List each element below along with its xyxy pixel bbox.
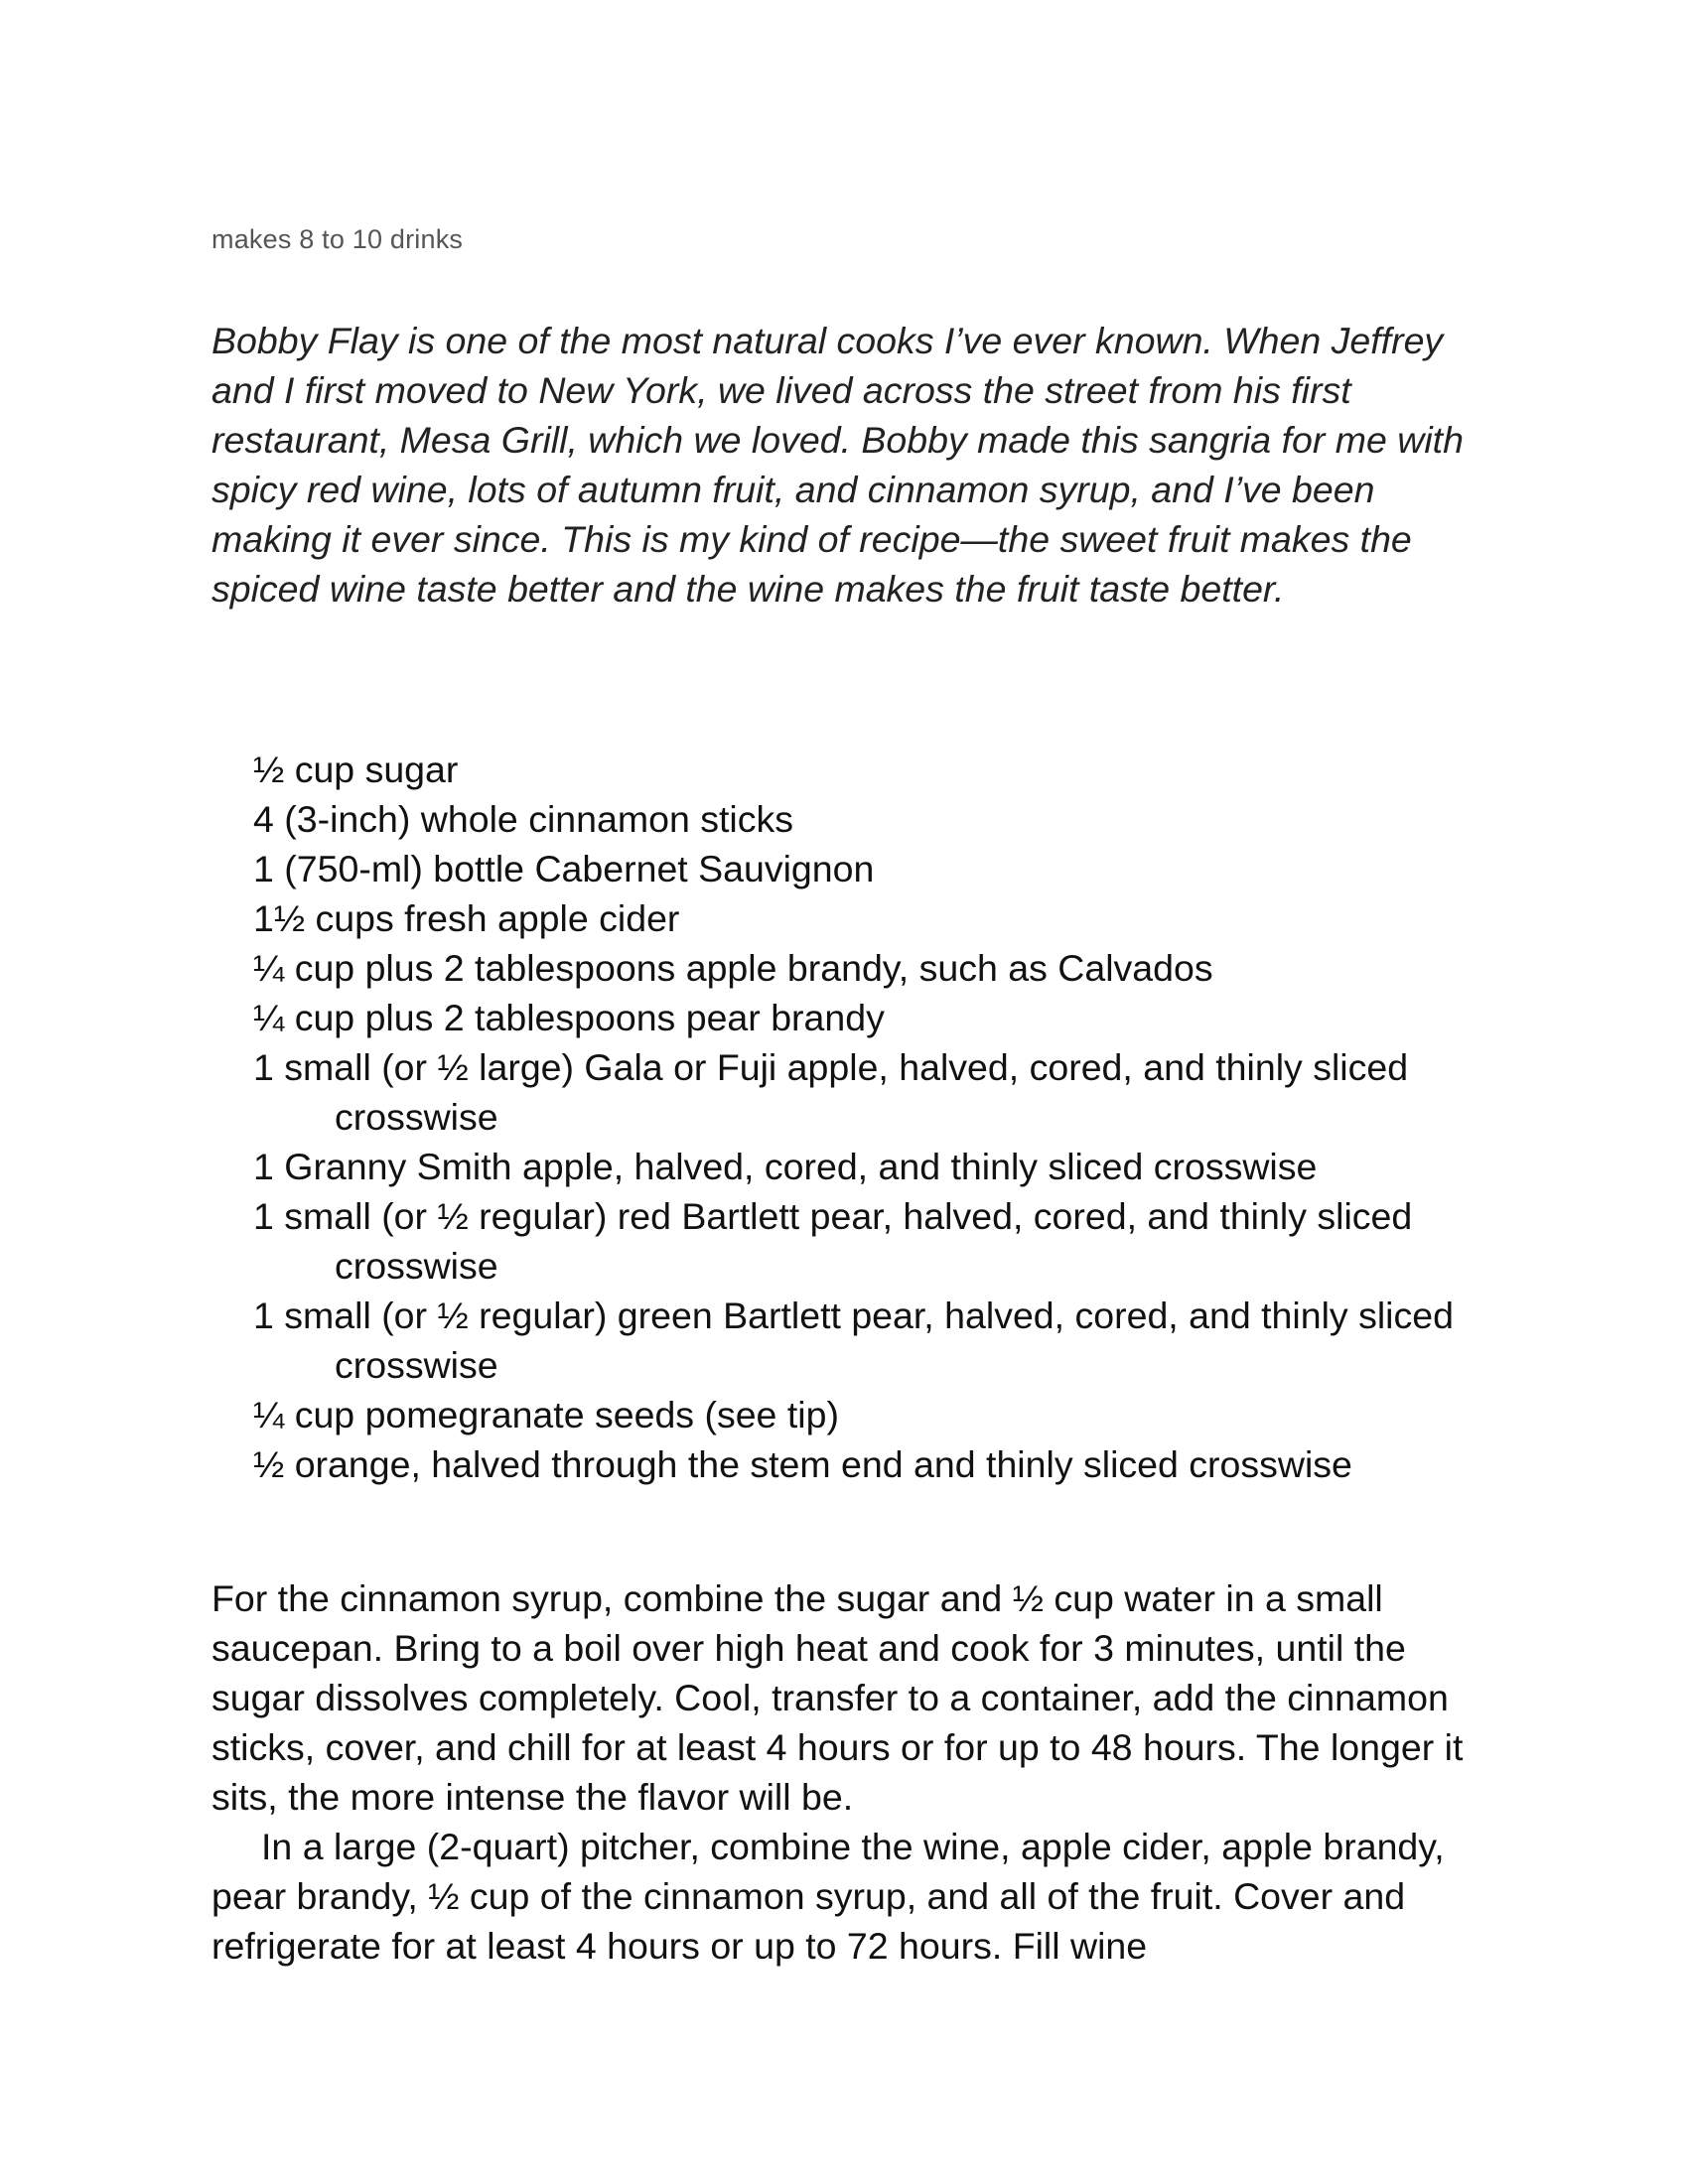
recipe-yield: makes 8 to 10 drinks [211,224,464,254]
ingredient-item: ¼ cup plus 2 tablespoons pear brandy [253,997,885,1038]
ingredient-item: 1½ cups fresh apple cider [253,897,680,939]
method-paragraph: In a large (2-quart) pitcher, combine the wine, apple cider, apple brandy, pear brandy, ½ cup of the cinnamon syrup, and all of the fruit. Cover and refrigerate for at least 4 hours or up to 72 hours. Fill wine [211,1826,1445,1967]
ingredient-item: ½ orange, halved through the stem end and thinly sliced crosswise [253,1443,1352,1485]
recipe-method [211,1573,1502,1971]
ingredient-item: 1 small (or ½ regular) green Bartlett pear, halved, cored, and thinly sliced crosswise [253,1295,1454,1386]
ingredient-list [253,745,1524,1489]
ingredient-item: ¼ cup pomegranate seeds (see tip) [253,1394,839,1435]
ingredient-item: ½ cup sugar [253,749,459,790]
ingredient-item: ¼ cup plus 2 tablespoons apple brandy, such as Calvados [253,947,1213,989]
ingredient-item: 1 Granny Smith apple, halved, cored, and thinly sliced crosswise [253,1146,1318,1187]
method-paragraph: For the cinnamon syrup, combine the sugar and ½ cup water in a small saucepan. Bring to a boil over high heat and cook for 3 minutes, until the sugar dissolves completely. Cool, transfer to a container, add the cinnamon sticks, cover, and chill for at least 4 hours or for up to 48 hours. The longer it sits, the more intense the flavor will be. [211,1577,1464,1818]
recipe-intro: Bobby Flay is one of the most natural cooks I’ve ever known. When Jeffrey and I first moved to New York, we lived across the street from his first restaurant, Mesa Grill, which we loved. Bobby made this sangria for me with spicy red wine, lots of autumn fruit, and cinnamon syrup, and I’ve been making it ever since. This is my kind of recipe—the sweet fruit makes the spiced wine taste better and the wine makes the fruit taste better. [211,320,1464,610]
ingredient-item: 4 (3-inch) whole cinnamon sticks [253,798,793,840]
ingredient-item: 1 small (or ½ large) Gala or Fuji apple, halved, cored, and thinly sliced crosswise [253,1046,1409,1138]
ingredient-item: 1 (750-ml) bottle Cabernet Sauvignon [253,848,875,889]
ingredient-item: 1 small (or ½ regular) red Bartlett pear, halved, cored, and thinly sliced crosswise [253,1195,1413,1287]
